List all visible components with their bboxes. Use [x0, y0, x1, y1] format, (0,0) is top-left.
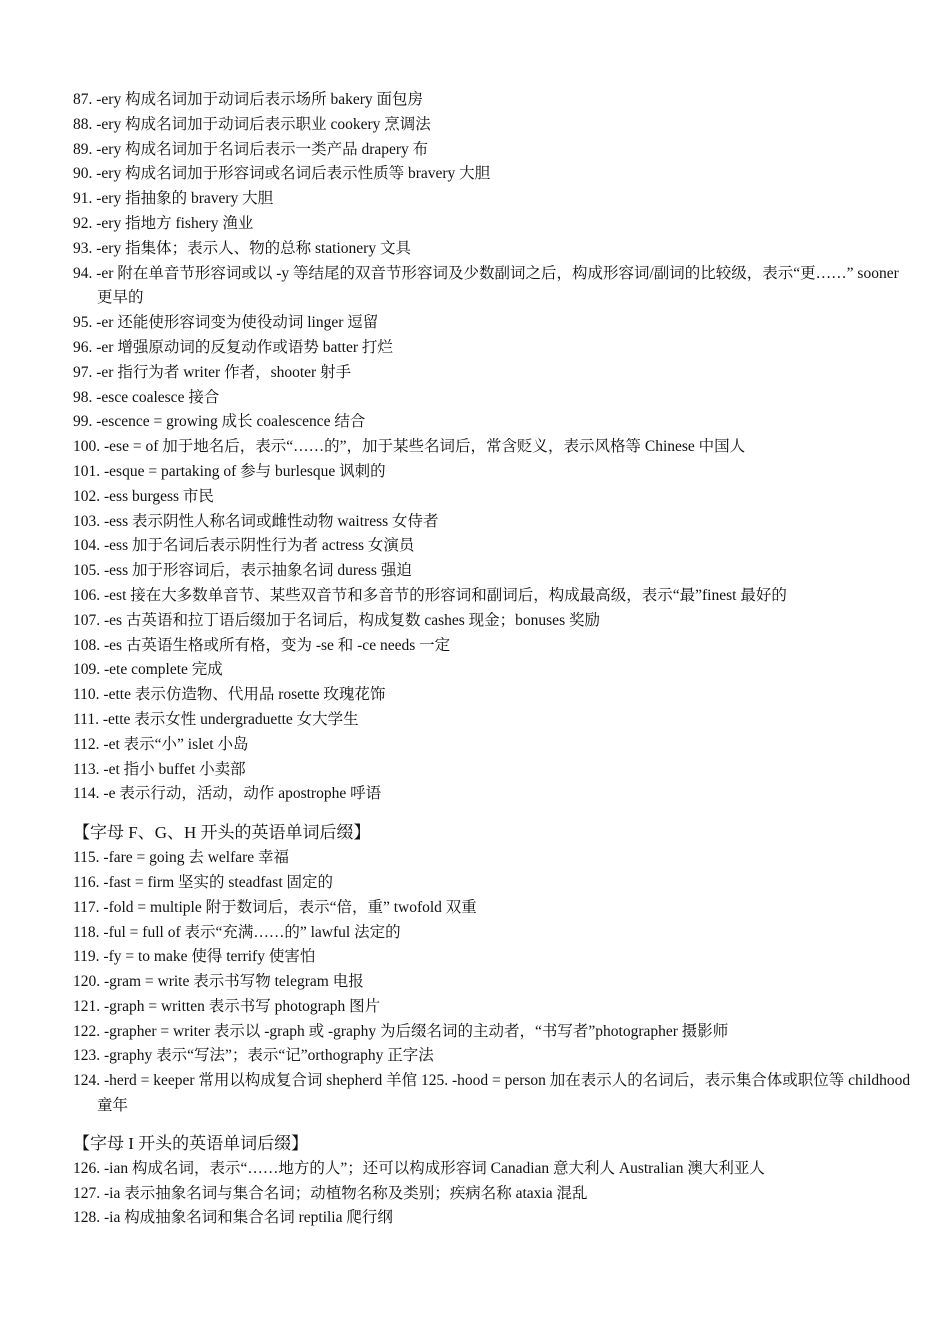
list-item: 105. -ess 加于形容词后，表示抽象名词 duress 强迫: [73, 562, 412, 580]
list-item: 97. -er 指行为者 writer 作者，shooter 射手: [73, 363, 352, 381]
list-item: 93. -ery 指集体；表示人、物的总称 stationery 文具: [73, 239, 411, 257]
list-item: 104. -ess 加于名词后表示阴性行为者 actress 女演员: [73, 537, 415, 555]
suffix-list-e: [73, 88, 913, 807]
list-item: 100. -ese = of 加于地名后，表示“……的”，加于某些名词后，常含贬义，表示风格等 Chinese 中国人: [73, 438, 746, 456]
list-item: 87. -ery 构成名词加于动词后表示场所 bakery 面包房: [73, 91, 423, 108]
list-item: 106. -est 接在大多数单音节、某些双音节和多音节的形容词和副词后，构成最高级，表示“最”finest 最好的: [73, 586, 787, 604]
list-item: 96. -er 增强原动词的反复动作或语势 batter 打烂: [73, 338, 393, 356]
list-item: 115. -fare = going 去 welfare 幸福: [73, 849, 290, 867]
list-item: 120. -gram = write 表示书写物 telegram 电报: [73, 973, 364, 991]
list-item: 124. -herd = keeper 常用以构成复合词 shepherd 羊倌 125. -hood = person 加在表示人的名词后，表示集合体或职位等 childhood 童年: [73, 1072, 911, 1115]
section-heading-i: 【字母 I 开头的英语单词后缀】: [73, 1133, 309, 1153]
list-item: 118. -ful = full of 表示“充满……的” lawful 法定的: [73, 923, 401, 941]
list-item: 98. -esce coalesce 接合: [73, 388, 220, 406]
list-item: 116. -fast = firm 坚实的 steadfast 固定的: [73, 873, 333, 891]
suffix-list-i: [73, 1157, 913, 1231]
list-item: 111. -ette 表示女性 undergraduette 女大学生: [73, 710, 359, 728]
list-item: 99. -escence = growing 成长 coalescence 结合: [73, 413, 366, 431]
list-item: 128. -ia 构成抽象名词和集合名词 reptilia 爬行纲: [73, 1209, 393, 1227]
list-item: 94. -er 附在单音节形容词或以 -y 等结尾的双音节形容词及少数副词之后，构成形容词/副词的比较级，表示“更……” sooner 更早的: [73, 264, 899, 307]
list-item: 108. -es 古英语生格或所有格，变为 -se 和 -ce needs 一定: [73, 636, 451, 654]
list-item: 126. -ian 构成名词，表示“……地方的人”；还可以构成形容词 Canadian 意大利人 Australian 澳大利亚人: [73, 1159, 765, 1177]
document-page: [73, 88, 913, 1231]
list-item: 109. -ete complete 完成: [73, 661, 223, 679]
list-item: 114. -e 表示行动，活动，动作 apostrophe 呼语: [73, 785, 382, 803]
list-item: 110. -ette 表示仿造物、代用品 rosette 玫瑰花饰: [73, 686, 386, 704]
section-heading-fgh: 【字母 F、G、H 开头的英语单词后缀】: [73, 823, 371, 843]
list-item: 92. -ery 指地方 fishery 渔业: [73, 214, 254, 232]
list-item: 101. -esque = partaking of 参与 burlesque 讽刺的: [73, 462, 386, 480]
list-item: 123. -graphy 表示“写法”；表示“记”orthography 正字法: [73, 1047, 434, 1065]
list-item: 91. -ery 指抽象的 bravery 大胆: [73, 190, 274, 208]
suffix-list-fgh: [73, 846, 913, 1119]
list-item: 119. -fy = to make 使得 terrify 使害怕: [73, 948, 316, 966]
list-item: 117. -fold = multiple 附于数词后，表示“倍，重” twofold 双重: [73, 898, 477, 916]
list-item: 121. -graph = written 表示书写 photograph 图片: [73, 997, 381, 1015]
list-item: 90. -ery 构成名词加于形容词或名词后表示性质等 bravery 大胆: [73, 165, 491, 183]
list-item: 127. -ia 表示抽象名词与集合名词；动植物名称及类别；疾病名称 ataxia 混乱: [73, 1184, 588, 1202]
list-item: 102. -ess burgess 市民: [73, 487, 214, 505]
list-item: 89. -ery 构成名词加于名词后表示一类产品 drapery 布: [73, 140, 429, 158]
list-item: 95. -er 还能使形容词变为使役动词 linger 逗留: [73, 314, 379, 332]
list-item: 113. -et 指小 buffet 小卖部: [73, 760, 246, 778]
list-item: 107. -es 古英语和拉丁语后缀加于名词后，构成复数 cashes 现金；bonuses 奖励: [73, 611, 600, 629]
list-item: 112. -et 表示“小” islet 小岛: [73, 735, 249, 753]
list-item: 88. -ery 构成名词加于动词后表示职业 cookery 烹调法: [73, 115, 431, 133]
list-item: 103. -ess 表示阴性人称名词或雌性动物 waitress 女侍者: [73, 512, 439, 530]
list-item: 122. -grapher = writer 表示以 -graph 或 -graphy 为后缀名词的主动者，“书写者”photographer 摄影师: [73, 1022, 729, 1040]
